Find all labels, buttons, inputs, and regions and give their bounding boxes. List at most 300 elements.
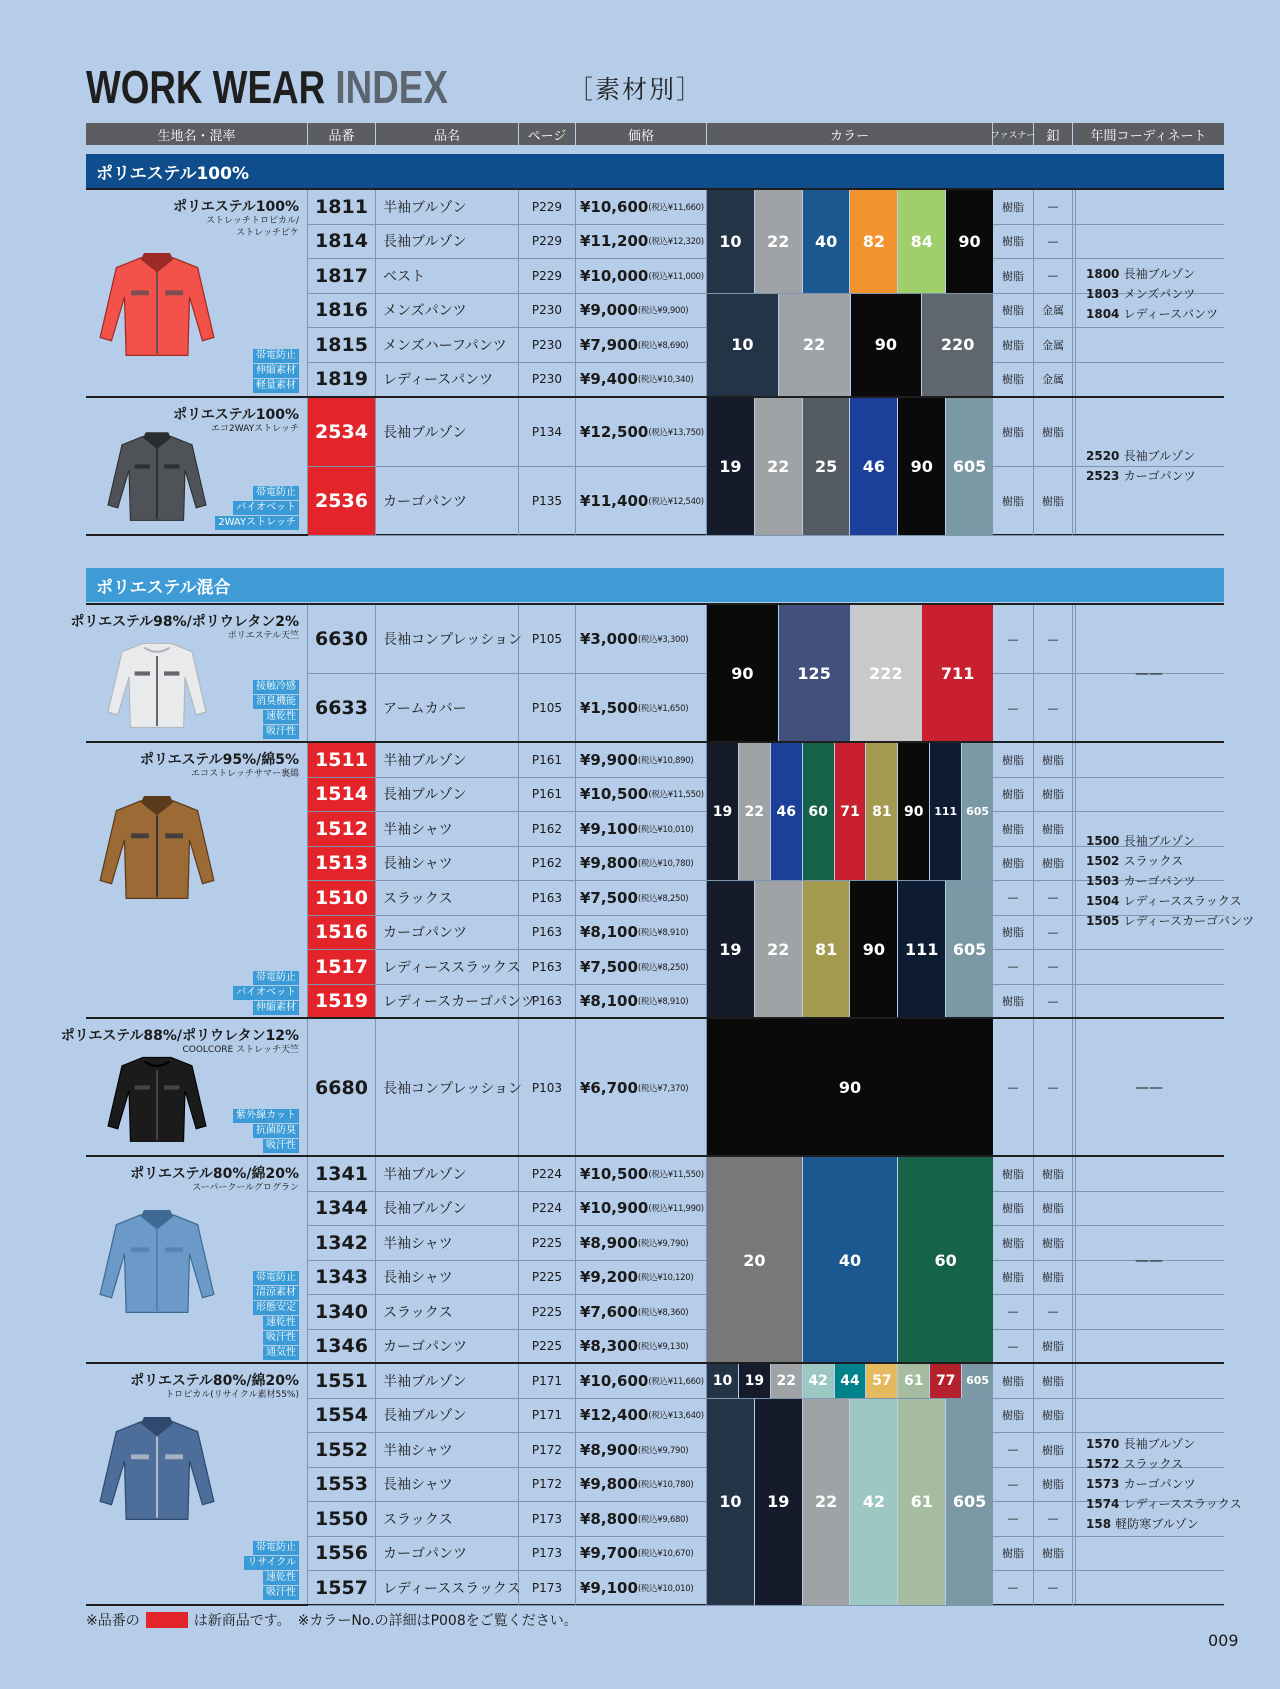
fastener-type: 樹脂 xyxy=(993,812,1034,846)
material-name: ポリエステル100% xyxy=(173,407,299,423)
product-code: 1511 xyxy=(308,743,376,777)
product-code: 1552 xyxy=(308,1433,376,1467)
header-price: 価格 xyxy=(576,123,707,145)
header-page: ページ xyxy=(519,123,576,145)
header-name: 品名 xyxy=(376,123,519,145)
page-reference: P103 xyxy=(519,1019,576,1156)
fastener-type: 樹脂 xyxy=(993,1226,1034,1260)
page-reference: P105 xyxy=(519,674,576,742)
fastener-type: 樹脂 xyxy=(993,985,1034,1019)
feature-badge: 伸縮素材 xyxy=(253,364,299,378)
product-name: レディーススラックス xyxy=(376,950,519,984)
product-price: ¥11,200 (税込¥12,320) xyxy=(576,225,707,259)
rivet-type: 樹脂 xyxy=(1034,467,1073,535)
coordinate-list: —— xyxy=(1075,1019,1222,1157)
material-group xyxy=(86,1362,1242,1606)
coordinate-item: 1804 レディースパンツ xyxy=(1086,306,1219,321)
rivet-type: — xyxy=(1034,1571,1073,1605)
rivet-type: 樹脂 xyxy=(1034,1330,1073,1364)
material-cell xyxy=(70,605,308,743)
product-code: 1514 xyxy=(308,778,376,812)
color-swatch: 19 xyxy=(707,881,755,1018)
feature-badge: 帯電防止 xyxy=(253,486,299,500)
page-reference: P163 xyxy=(519,881,576,915)
feature-badges xyxy=(233,1109,299,1153)
product-price: ¥9,800 (税込¥10,780) xyxy=(576,1468,707,1502)
product-price: ¥8,100 (税込¥8,910) xyxy=(576,916,707,950)
fastener-type: — xyxy=(993,881,1034,915)
rivet-type: 樹脂 xyxy=(1034,778,1073,812)
rivet-type: 金属 xyxy=(1034,294,1073,328)
product-code: 1557 xyxy=(308,1571,376,1605)
title-main: WORK WEAR xyxy=(86,61,326,113)
material-name: ポリエステル100% xyxy=(173,199,299,215)
product-price: ¥9,000 (税込¥9,900) xyxy=(576,294,707,328)
page-reference: P161 xyxy=(519,778,576,812)
product-name: 半袖ブルゾン xyxy=(376,1157,519,1191)
page-reference: P225 xyxy=(519,1330,576,1364)
fastener-type: — xyxy=(993,1433,1034,1467)
coordinate-item: 158 軽防寒ブルゾン xyxy=(1086,1516,1199,1531)
product-code: 6633 xyxy=(308,674,376,742)
color-swatch: 46 xyxy=(850,398,898,535)
page-reference: P230 xyxy=(519,294,576,328)
fastener-type: 樹脂 xyxy=(993,1537,1034,1571)
product-name: カーゴパンツ xyxy=(376,467,519,535)
material-name: ポリエステル80%/綿20% xyxy=(130,1166,299,1182)
feature-badge: 清涼素材 xyxy=(253,1286,299,1300)
product-price: ¥8,900 (税込¥9,790) xyxy=(576,1433,707,1467)
page-reference: P229 xyxy=(519,225,576,259)
color-swatch: 90 xyxy=(851,294,923,397)
material-cell xyxy=(86,743,308,1019)
rivet-type: — xyxy=(1034,1019,1073,1156)
rivet-type: 樹脂 xyxy=(1034,812,1073,846)
page-title xyxy=(86,60,704,114)
fastener-type: 樹脂 xyxy=(993,916,1034,950)
color-swatch: 90 xyxy=(707,1019,993,1156)
product-price: ¥7,900 (税込¥8,690) xyxy=(576,328,707,362)
coordinate-item: 1570 長袖ブルゾン xyxy=(1086,1436,1196,1451)
product-price: ¥3,000 (税込¥3,300) xyxy=(576,605,707,673)
color-swatch: 222 xyxy=(851,605,923,742)
product-price: ¥11,400 (税込¥12,540) xyxy=(576,467,707,535)
product-price: ¥10,500 (税込¥11,550) xyxy=(576,778,707,812)
color-swatch: 10 xyxy=(707,1364,739,1398)
section-bar: ポリエステル混合 xyxy=(86,568,1224,602)
material-description: エコ2WAYストレッチ xyxy=(211,424,299,434)
page-reference: P135 xyxy=(519,467,576,535)
product-name: スラックス xyxy=(376,881,519,915)
product-price: ¥10,000 (税込¥11,000) xyxy=(576,259,707,293)
color-swatch: 25 xyxy=(803,398,851,535)
coordinate-item: 1573 カーゴパンツ xyxy=(1086,1476,1196,1491)
color-swatch: 82 xyxy=(850,190,898,293)
coordinate-item: 1574 レディーススラックス xyxy=(1086,1496,1242,1511)
fastener-type: 樹脂 xyxy=(993,1192,1034,1226)
color-swatch: 605 xyxy=(962,1364,993,1398)
page-reference: P173 xyxy=(519,1571,576,1605)
rivet-type: — xyxy=(1034,674,1073,742)
feature-badges xyxy=(253,680,299,739)
color-swatch: 10 xyxy=(707,190,755,293)
fastener-type: 樹脂 xyxy=(993,1399,1034,1433)
product-price: ¥8,100 (税込¥8,910) xyxy=(576,985,707,1019)
product-code: 1554 xyxy=(308,1399,376,1433)
product-code: 1817 xyxy=(308,259,376,293)
fastener-type: 樹脂 xyxy=(993,190,1034,224)
feature-badge: 消臭機能 xyxy=(253,695,299,709)
fastener-type: 樹脂 xyxy=(993,743,1034,777)
product-price: ¥8,800 (税込¥9,680) xyxy=(576,1502,707,1536)
product-name: 長袖ブルゾン xyxy=(376,398,519,466)
feature-badge: 形態安定 xyxy=(253,1301,299,1315)
color-swatch: 81 xyxy=(803,881,851,1018)
product-price: ¥12,500 (税込¥13,750) xyxy=(576,398,707,466)
product-name: メンズハーフパンツ xyxy=(376,328,519,362)
product-code: 1516 xyxy=(308,916,376,950)
page-number: 009 xyxy=(1208,1631,1239,1650)
fastener-type: 樹脂 xyxy=(993,1364,1034,1398)
footer-note xyxy=(86,1610,578,1630)
product-price: ¥9,700 (税込¥10,670) xyxy=(576,1537,707,1571)
product-code: 1512 xyxy=(308,812,376,846)
feature-badge: 吸汗性 xyxy=(263,1331,299,1345)
material-group xyxy=(86,396,1224,536)
rivet-type: 金属 xyxy=(1034,363,1073,397)
garment-image xyxy=(92,1187,222,1337)
coordinate-item: 1505 レディースカーゴパンツ xyxy=(1086,914,1255,928)
feature-badges xyxy=(233,971,299,1015)
color-swatch: 220 xyxy=(922,294,993,397)
material-cell xyxy=(86,1364,308,1604)
product-name: メンズパンツ xyxy=(376,294,519,328)
product-price: ¥10,500 (税込¥11,550) xyxy=(576,1157,707,1191)
feature-badge: 伸縮素材 xyxy=(253,1001,299,1015)
coordinate-list xyxy=(1075,1364,1242,1604)
header-color: カラー xyxy=(707,123,993,145)
product-name: 長袖シャツ xyxy=(376,1261,519,1295)
page-reference: P225 xyxy=(519,1226,576,1260)
coordinate-item: 2523 カーゴパンツ xyxy=(1086,469,1196,483)
feature-badges xyxy=(253,349,299,393)
garment-image xyxy=(92,1394,222,1544)
product-code: 1517 xyxy=(308,950,376,984)
color-swatch: 42 xyxy=(850,1399,898,1605)
rivet-type: — xyxy=(1034,1502,1073,1536)
column-header xyxy=(86,123,1224,145)
product-name: 長袖コンプレッション xyxy=(376,1019,519,1156)
garment-image xyxy=(92,1049,222,1147)
coordinate-list xyxy=(1075,190,1222,397)
color-swatch: 60 xyxy=(898,1157,993,1363)
product-price: ¥1,500 (税込¥1,650) xyxy=(576,674,707,742)
color-swatches xyxy=(707,294,993,397)
feature-badge: バイオベット xyxy=(233,501,299,515)
page-reference: P229 xyxy=(519,259,576,293)
title-sub: ［素材別］ xyxy=(568,75,704,104)
product-name: 半袖ブルゾン xyxy=(376,190,519,224)
product-price: ¥9,800 (税込¥10,780) xyxy=(576,847,707,881)
rivet-type: 樹脂 xyxy=(1034,1192,1073,1226)
product-name: 長袖ブルゾン xyxy=(376,778,519,812)
product-code: 1346 xyxy=(308,1330,376,1364)
product-price: ¥9,400 (税込¥10,340) xyxy=(576,363,707,397)
feature-badges xyxy=(244,1541,299,1600)
feature-badge: 抗菌防臭 xyxy=(253,1124,299,1138)
header-material: 生地名・混率 xyxy=(86,123,308,145)
product-price: ¥9,900 (税込¥10,890) xyxy=(576,743,707,777)
page-reference: P225 xyxy=(519,1261,576,1295)
feature-badge: リサイクル xyxy=(244,1556,299,1570)
fastener-type: 樹脂 xyxy=(993,778,1034,812)
product-name: スラックス xyxy=(376,1295,519,1329)
color-swatch: 19 xyxy=(707,743,739,880)
product-name: スラックス xyxy=(376,1502,519,1536)
product-name: レディーススラックス xyxy=(376,1571,519,1605)
product-name: ベスト xyxy=(376,259,519,293)
material-cell xyxy=(86,190,308,397)
color-swatch: 71 xyxy=(835,743,867,880)
footer-prefix: ※品番の xyxy=(86,1613,140,1629)
page-reference: P172 xyxy=(519,1468,576,1502)
product-name: 半袖ブルゾン xyxy=(376,1364,519,1398)
color-swatches xyxy=(707,398,993,535)
material-description: ストレッチトロピカル/ ストレッチピケ xyxy=(206,216,299,238)
product-name: 長袖ブルゾン xyxy=(376,225,519,259)
fastener-type: — xyxy=(993,1502,1034,1536)
page-reference: P230 xyxy=(519,363,576,397)
coordinate-item: 1572 スラックス xyxy=(1086,1456,1184,1471)
page-reference: P163 xyxy=(519,916,576,950)
material-group xyxy=(86,188,1224,397)
coordinate-list xyxy=(1075,743,1255,1019)
section-bar: ポリエステル100% xyxy=(86,154,1224,188)
color-swatch: 10 xyxy=(707,294,779,397)
page-reference: P224 xyxy=(519,1157,576,1191)
page-reference: P162 xyxy=(519,812,576,846)
rivet-type: 樹脂 xyxy=(1034,1433,1073,1467)
footer-suffix: は新商品です。 ※カラーNo.の詳細はP008をご覧ください。 xyxy=(193,1613,578,1629)
color-swatches xyxy=(707,605,993,742)
color-swatch: 90 xyxy=(707,605,779,742)
feature-badge: 帯電防止 xyxy=(253,971,299,985)
rivet-type: — xyxy=(1034,605,1073,673)
color-swatch: 19 xyxy=(739,1364,771,1398)
feature-badge: バイオベット xyxy=(233,986,299,1000)
color-swatch: 40 xyxy=(803,190,851,293)
coordinate-item: 1503 カーゴパンツ xyxy=(1086,874,1196,888)
product-code: 1550 xyxy=(308,1502,376,1536)
garment-image xyxy=(92,773,222,923)
rivet-type: — xyxy=(1034,190,1073,224)
fastener-type: 樹脂 xyxy=(993,1261,1034,1295)
coordinate-item: 1800 長袖ブルゾン xyxy=(1086,266,1196,281)
product-price: ¥7,600 (税込¥8,360) xyxy=(576,1295,707,1329)
header-fastener: ファスナー xyxy=(993,123,1034,145)
new-item-legend xyxy=(146,1612,188,1628)
color-swatch: 125 xyxy=(779,605,851,742)
rivet-type: 金属 xyxy=(1034,328,1073,362)
color-swatch: 42 xyxy=(803,1364,835,1398)
product-name: カーゴパンツ xyxy=(376,1330,519,1364)
page-reference: P171 xyxy=(519,1364,576,1398)
rivet-type: 樹脂 xyxy=(1034,1537,1073,1571)
fastener-type: — xyxy=(993,1019,1034,1156)
page-reference: P172 xyxy=(519,1433,576,1467)
color-swatch: 711 xyxy=(922,605,993,742)
product-code: 1551 xyxy=(308,1364,376,1398)
product-price: ¥7,500 (税込¥8,250) xyxy=(576,881,707,915)
fastener-type: — xyxy=(993,950,1034,984)
page-reference: P161 xyxy=(519,743,576,777)
color-swatch: 10 xyxy=(707,1399,755,1605)
feature-badge: 速乾性 xyxy=(263,1571,299,1585)
product-code: 2536 xyxy=(308,467,376,535)
product-price: ¥8,300 (税込¥9,130) xyxy=(576,1330,707,1364)
product-code: 1811 xyxy=(308,190,376,224)
page-reference: P225 xyxy=(519,1295,576,1329)
material-name: ポリエステル88%/ポリウレタン12% xyxy=(60,1028,299,1044)
color-swatch: 22 xyxy=(771,1364,803,1398)
feature-badge: 吸汗性 xyxy=(263,725,299,739)
rivet-type: — xyxy=(1034,950,1073,984)
title-index: INDEX xyxy=(335,61,448,113)
color-swatch: 84 xyxy=(898,190,946,293)
product-price: ¥9,100 (税込¥10,010) xyxy=(576,1571,707,1605)
feature-badges xyxy=(253,1271,299,1360)
coordinate-item: 1504 レディーススラックス xyxy=(1086,894,1242,908)
product-name: カーゴパンツ xyxy=(376,1537,519,1571)
header-rivet: 釦 xyxy=(1034,123,1073,145)
material-group xyxy=(60,1017,1224,1157)
color-swatch: 22 xyxy=(755,881,803,1018)
page-reference: P134 xyxy=(519,398,576,466)
product-code: 6680 xyxy=(308,1019,376,1156)
feature-badge: 帯電防止 xyxy=(253,349,299,363)
product-code: 1819 xyxy=(308,363,376,397)
product-name: 長袖ブルゾン xyxy=(376,1192,519,1226)
fastener-type: 樹脂 xyxy=(993,467,1034,535)
product-code: 1814 xyxy=(308,225,376,259)
feature-badge: 2WAYストレッチ xyxy=(215,516,299,530)
color-swatch: 40 xyxy=(803,1157,899,1363)
rivet-type: 樹脂 xyxy=(1034,398,1073,466)
color-swatches xyxy=(707,1399,993,1605)
material-name: ポリエステル98%/ポリウレタン2% xyxy=(70,614,299,630)
material-cell xyxy=(86,398,308,534)
color-swatch: 22 xyxy=(803,1399,851,1605)
feature-badge: 帯電防止 xyxy=(253,1541,299,1555)
product-code: 1815 xyxy=(308,328,376,362)
color-swatches xyxy=(707,881,993,1018)
material-group xyxy=(86,1155,1224,1364)
product-name: レディースパンツ xyxy=(376,363,519,397)
feature-badge: 速乾性 xyxy=(263,1316,299,1330)
page-reference: P163 xyxy=(519,950,576,984)
color-swatch: 605 xyxy=(946,1399,993,1605)
rivet-type: 樹脂 xyxy=(1034,1261,1073,1295)
feature-badge: 帯電防止 xyxy=(253,1271,299,1285)
material-cell xyxy=(60,1019,308,1157)
color-swatch: 22 xyxy=(755,398,803,535)
fastener-type: — xyxy=(993,1571,1034,1605)
material-description: スーパークールグログラン xyxy=(192,1183,299,1193)
product-name: 長袖シャツ xyxy=(376,847,519,881)
rivet-type: — xyxy=(1034,916,1073,950)
fastener-type: 樹脂 xyxy=(993,363,1034,397)
product-code: 1513 xyxy=(308,847,376,881)
rivet-type: — xyxy=(1034,259,1073,293)
product-price: ¥7,500 (税込¥8,250) xyxy=(576,950,707,984)
fastener-type: — xyxy=(993,1330,1034,1364)
color-swatch: 111 xyxy=(930,743,962,880)
header-coordinate: 年間コーディネート xyxy=(1090,128,1207,144)
coordinate-item: 1502 スラックス xyxy=(1086,854,1184,868)
material-cell xyxy=(86,1157,308,1364)
coordinate-list: —— xyxy=(1075,1157,1222,1364)
color-swatch: 19 xyxy=(707,398,755,535)
color-swatch: 605 xyxy=(962,743,993,880)
color-swatches xyxy=(707,1157,993,1363)
product-code: 2534 xyxy=(308,398,376,466)
color-swatch: 22 xyxy=(779,294,851,397)
color-swatches xyxy=(707,1019,993,1156)
page-reference: P173 xyxy=(519,1502,576,1536)
fastener-type: 樹脂 xyxy=(993,294,1034,328)
color-swatch: 57 xyxy=(866,1364,898,1398)
product-name: 長袖シャツ xyxy=(376,1468,519,1502)
page-reference: P230 xyxy=(519,328,576,362)
page-reference: P162 xyxy=(519,847,576,881)
product-price: ¥12,400 (税込¥13,640) xyxy=(576,1399,707,1433)
coordinate-item: 1500 長袖ブルゾン xyxy=(1086,834,1196,848)
page-reference: P173 xyxy=(519,1537,576,1571)
page-reference: P171 xyxy=(519,1399,576,1433)
product-name: 半袖シャツ xyxy=(376,812,519,846)
feature-badge: 軽量素材 xyxy=(253,379,299,393)
color-swatch: 90 xyxy=(898,743,930,880)
coordinate-item: 2520 長袖ブルゾン xyxy=(1086,449,1196,463)
rivet-type: — xyxy=(1034,1295,1073,1329)
fastener-type: — xyxy=(993,1295,1034,1329)
product-price: ¥10,900 (税込¥11,990) xyxy=(576,1192,707,1226)
color-swatch: 22 xyxy=(739,743,771,880)
product-code: 1519 xyxy=(308,985,376,1019)
color-swatch: 81 xyxy=(866,743,898,880)
fastener-type: — xyxy=(993,674,1034,742)
product-price: ¥6,700 (税込¥7,370) xyxy=(576,1019,707,1156)
feature-badges xyxy=(215,486,299,530)
color-swatch: 46 xyxy=(771,743,803,880)
color-swatch: 90 xyxy=(946,190,993,293)
page-reference: P163 xyxy=(519,985,576,1019)
material-description: COOLCORE ストレッチ天竺 xyxy=(182,1045,299,1055)
color-swatch: 19 xyxy=(755,1399,803,1605)
feature-badge: 吸汗性 xyxy=(263,1586,299,1600)
feature-badge: 通気性 xyxy=(263,1346,299,1360)
feature-badge: 速乾性 xyxy=(263,710,299,724)
color-swatch: 111 xyxy=(898,881,946,1018)
fastener-type: — xyxy=(993,1468,1034,1502)
page-reference: P224 xyxy=(519,1192,576,1226)
fastener-type: 樹脂 xyxy=(993,398,1034,466)
product-price: ¥8,900 (税込¥9,790) xyxy=(576,1226,707,1260)
rivet-type: 樹脂 xyxy=(1034,743,1073,777)
product-code: 1342 xyxy=(308,1226,376,1260)
color-swatch: 90 xyxy=(898,398,946,535)
fastener-type: 樹脂 xyxy=(993,328,1034,362)
